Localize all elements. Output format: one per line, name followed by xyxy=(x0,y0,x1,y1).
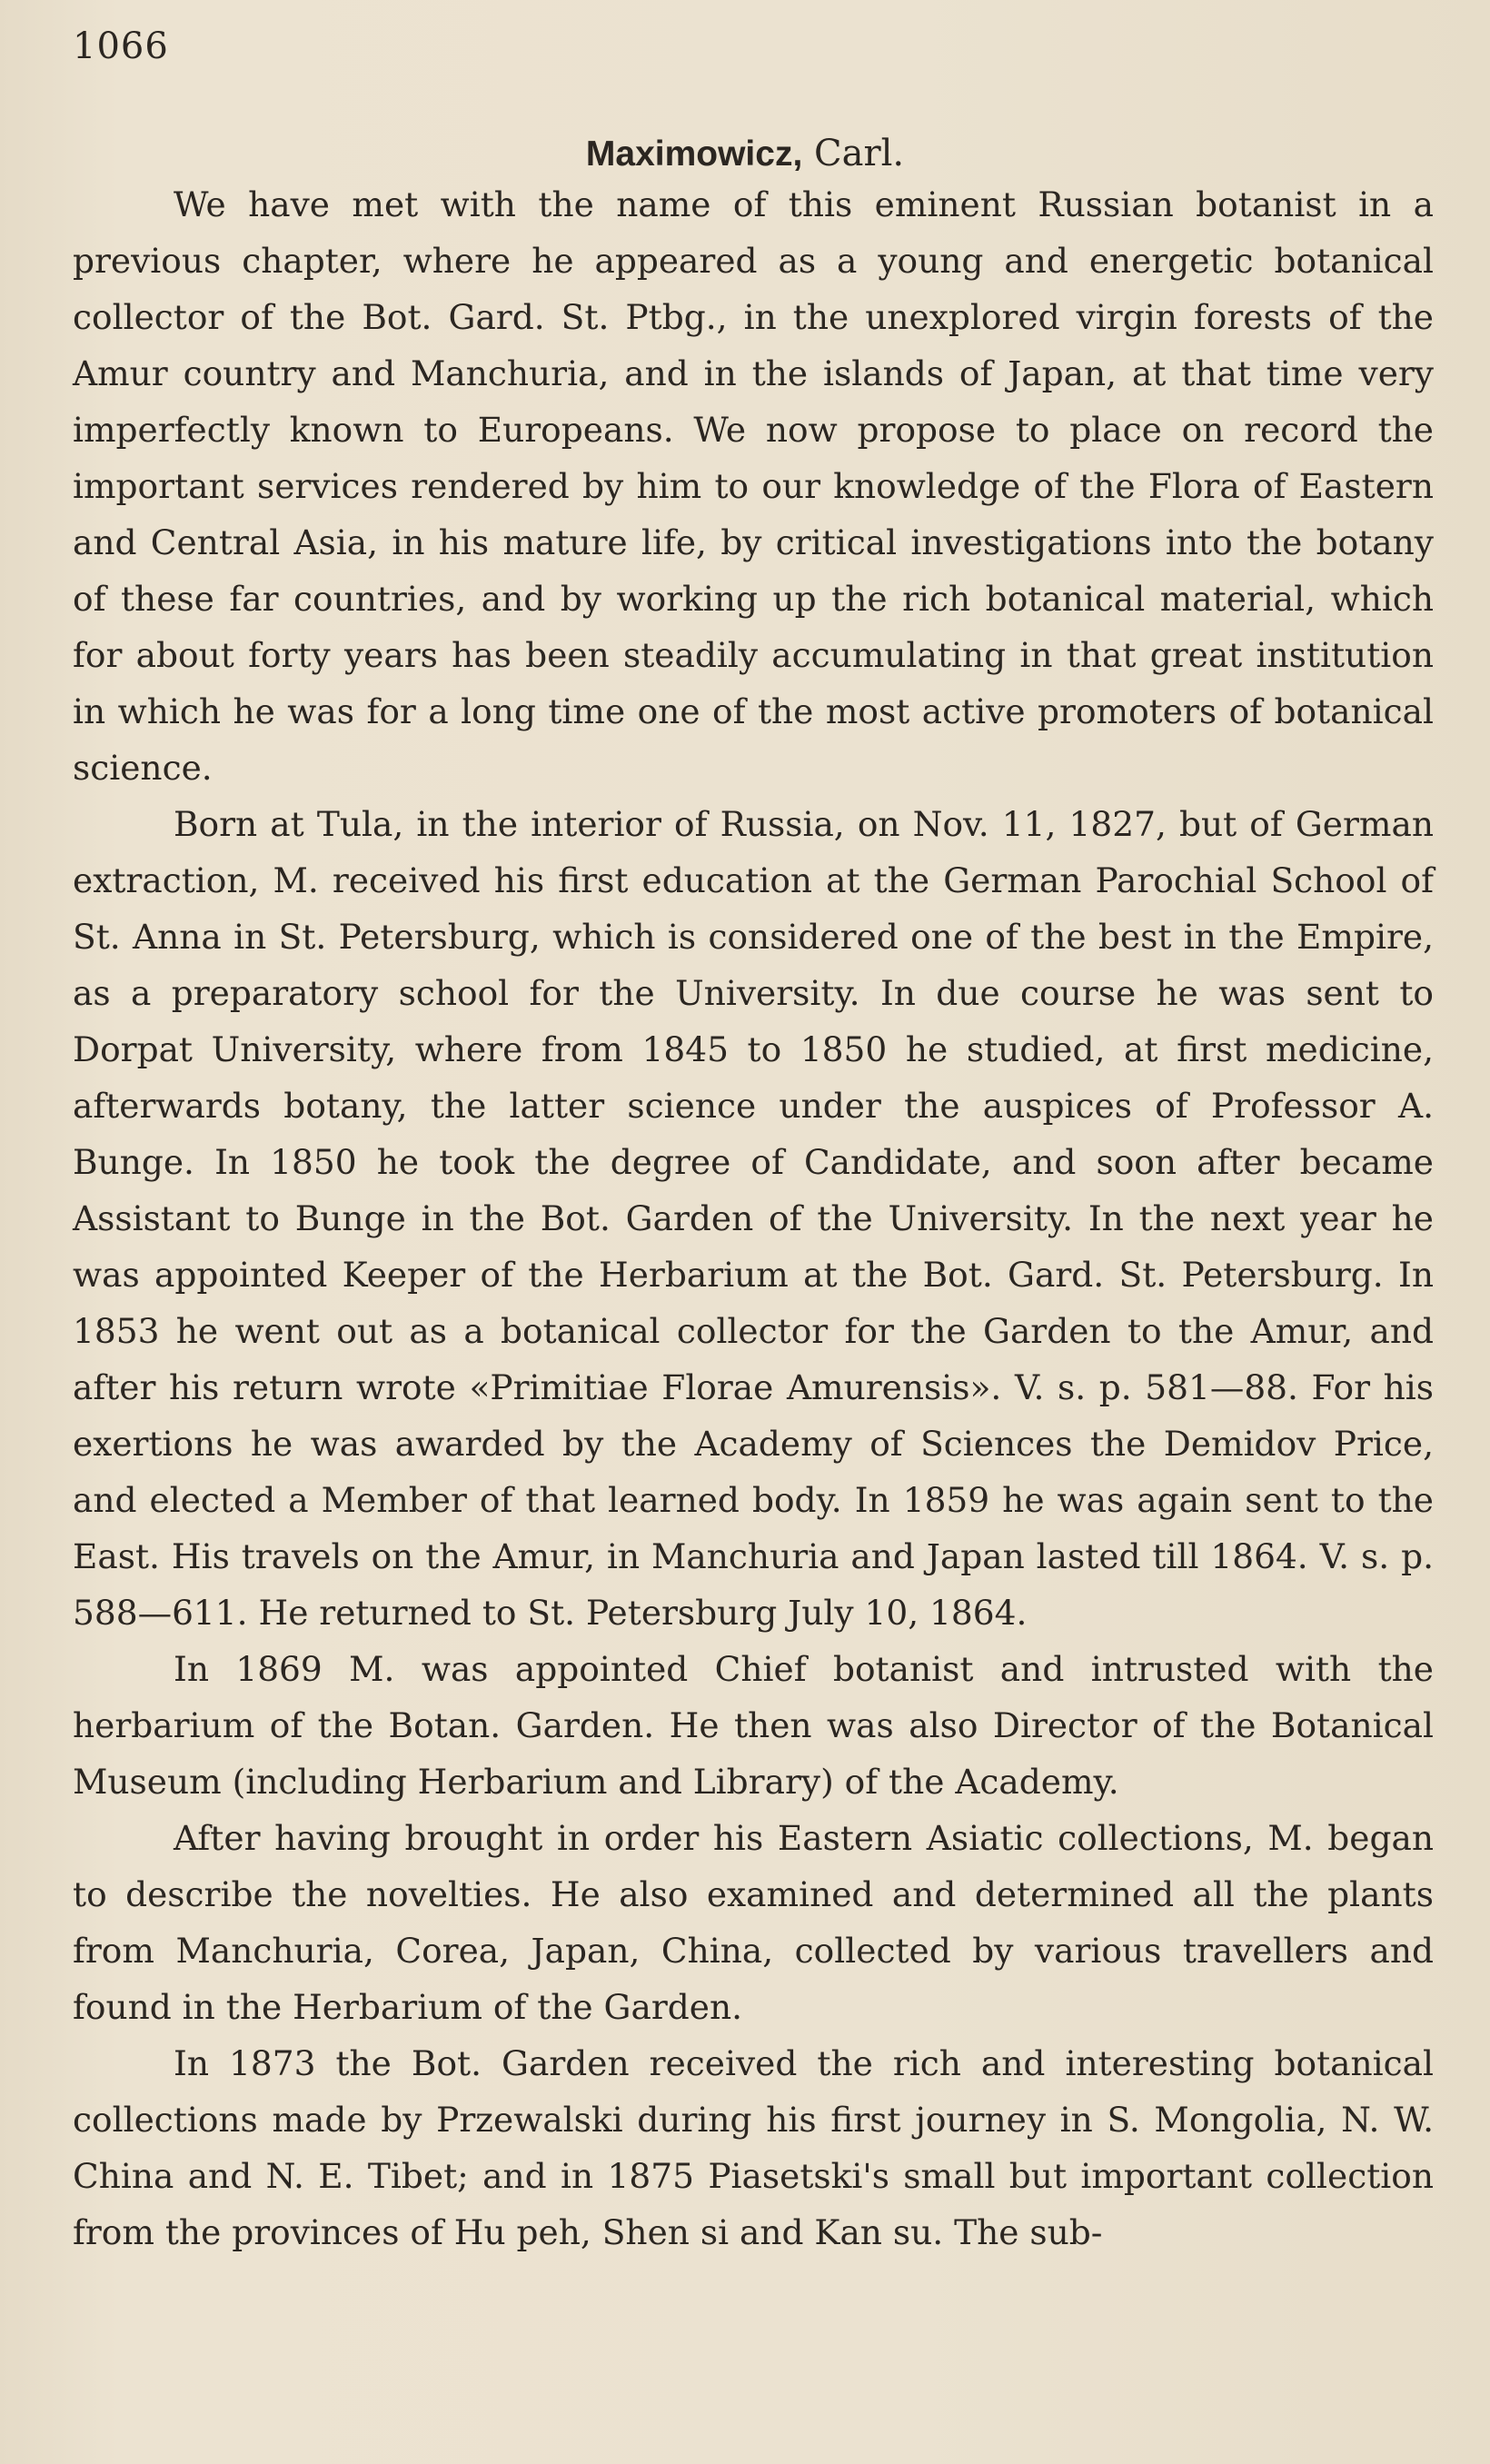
page-number: 1066 xyxy=(73,25,169,67)
body-text xyxy=(73,176,1434,2260)
paragraph-3: In 1869 M. was appointed Chief botanist and intrusted with the herbarium of the Botan. Garden. He then was also Director of the Botanical Museum (including Herbarium and Library) of the Academy. xyxy=(73,1649,1434,1802)
paragraph-4: After having brought in order his Eastern Asiatic collections, M. began to describe the novelties. He also examined and determined all the plants from Manchuria, Corea, Japan, China, collected by various travellers and found in the Herbarium of the Garden. xyxy=(73,1818,1434,2027)
paragraph-1: We have met with the name of this eminent Russian botanist in a previous chapter, where he appeared as a young and energetic botanical collector of the Bot. Gard. St. Ptbg., in the unexplored virgin forests of the Amur country and Manchuria, and in the islands of Japan, at that time very imperfectly known to Europeans. We now propose to place on record the important services rendered by him to our knowledge of the Flora of Eastern and Central Asia, in his mature life, by critical investigations into the botany of these far countries, and by working up the rich botanical material, which for about forty years has been steadily accumulating in that great institution in which he was for a long time one of the most active promoters of botanical science. xyxy=(73,184,1434,788)
paragraph-2: Born at Tula, in the interior of Russia, on Nov. 11, 1827, but of German extraction, M. received his first education at the German Parochial School of St. Anna in St. Petersburg, which is considered one of the best in the Empire, as a preparatory school for the University. In due course he was sent to Dorpat University, where from 1845 to 1850 he studied, at first medicine, afterwards botany, the latter science under the auspices of Professor A. Bunge. In 1850 he took the degree of Candidate, and soon after became Assistant to Bunge in the Bot. Garden of the University. In the next year he was appointed Keeper of the Herbarium at the Bot. Gard. St. Petersburg. In 1853 he went out as a botanical collector for the Garden to the Amur, and after his return wrote «Primitiae Florae Amurensis». V. s. p. 581—88. For his exertions he was awarded by the Academy of Sciences the Demidov Price, and elected a Member of that learned body. In 1859 he was again sent to the East. His travels on the Amur, in Manchuria and Japan lasted till 1864. V. s. p. 588—611. He returned to St. Petersburg July 10, 1864. xyxy=(73,804,1434,1633)
heading-surname: Maximowicz, xyxy=(585,134,803,174)
paragraph-5: In 1873 the Bot. Garden received the rich and interesting botanical collections made by Przewalski during his first journey in S. Mongolia, N. W. China and N. E. Tibet; and in 1875 Piasetski's small but important collection from the provinces of Hu peh, Shen si and Kan su. The sub- xyxy=(73,2043,1434,2252)
entry-heading xyxy=(0,130,1490,178)
heading-given-name: Carl. xyxy=(814,133,905,174)
